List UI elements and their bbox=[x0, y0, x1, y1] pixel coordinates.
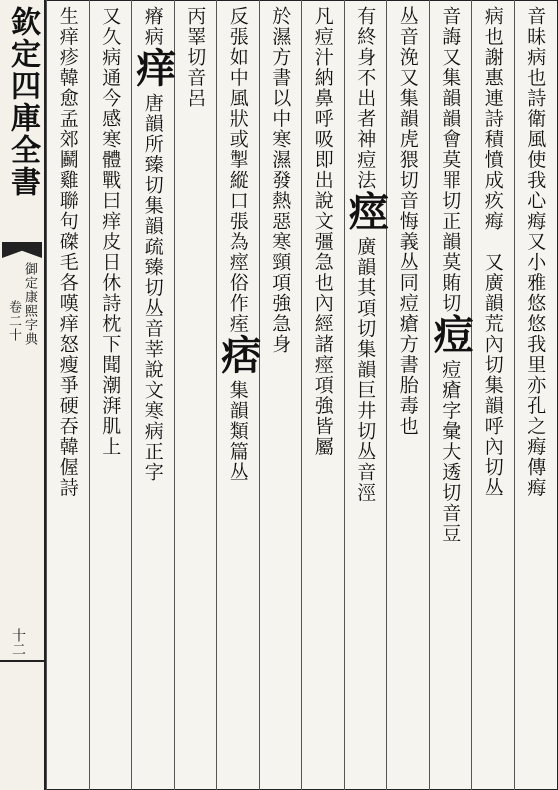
column-text bbox=[515, 0, 555, 790]
column-text-pre: 病也謝惠連詩積憤成疚痗 又廣韻荒內切集韻呼內切丛 bbox=[481, 6, 504, 498]
text-column bbox=[471, 0, 514, 790]
volume-number: 卷二十 bbox=[6, 300, 21, 342]
text-column bbox=[386, 0, 429, 790]
text-column bbox=[46, 0, 89, 790]
column-text-post: 廣韻其項切集韻巨井切丛音涇 bbox=[354, 236, 377, 503]
column-text-post: 說文彊急也內經諸痙項強皆屬 bbox=[311, 190, 334, 457]
column-text-post: 唐韻所臻切集韻疏臻切丛音莘說文寒病正字 bbox=[141, 93, 164, 483]
column-text-pre: 生痒疹韓愈孟郊鬬雞聯句磔毛各嘆痒怒瘦爭硬吞韓偓詩 bbox=[56, 6, 79, 498]
column-text bbox=[175, 0, 215, 790]
column-text bbox=[260, 0, 300, 790]
column-text bbox=[342, 0, 390, 790]
column-text-pre: 音誨又集韻韻會莫罪切正韻莫賄切 bbox=[439, 6, 462, 314]
column-text bbox=[388, 0, 428, 790]
headword: 痙 bbox=[342, 190, 390, 237]
book-title: 欽定四庫全書 bbox=[5, 6, 40, 198]
column-text-pre: 瘠病 bbox=[141, 6, 164, 47]
text-column bbox=[129, 0, 177, 790]
column-text bbox=[129, 0, 177, 790]
margin-rule bbox=[0, 660, 44, 662]
column-text bbox=[214, 0, 262, 790]
column-text-pre: 有終身不出者神痘法 bbox=[354, 6, 377, 191]
column-text-pre: 音昧病也詩衛風使我心痗又小雅悠悠我里亦孔之痗傳痗 bbox=[524, 6, 547, 498]
page-number: 十二 bbox=[10, 628, 26, 656]
text-column bbox=[259, 0, 302, 790]
column-text-pre: 反張如中風狀或掣縱口張為痙俗作痓 bbox=[226, 6, 249, 334]
column-text-post: 集韻類篇丛 bbox=[226, 380, 249, 483]
column-text-post: 痘瘡方書胎毒也 bbox=[396, 293, 419, 437]
column-text-post: 丙睪切音呂 bbox=[184, 6, 207, 109]
text-column bbox=[174, 0, 217, 790]
column-text bbox=[90, 0, 130, 790]
headword: 痞 bbox=[214, 334, 262, 380]
margin-strip bbox=[0, 0, 46, 790]
column-text bbox=[303, 0, 343, 790]
column-text-pre: 於濕方書以中寒濕發熱惡寒頸項強急身 bbox=[269, 6, 292, 355]
column-text-post: 通今感寒體戰曰痒皮日休詩枕下聞潮湃肌上 bbox=[99, 67, 122, 457]
text-column bbox=[427, 0, 475, 790]
column-text bbox=[427, 0, 475, 790]
column-text-pre: 凡痘汁納鼻呼吸即出 bbox=[311, 6, 334, 191]
column-text-pre: 丛音浼又集韻虎猥切音悔義丛同 bbox=[396, 6, 419, 293]
column-text bbox=[48, 0, 88, 790]
text-columns bbox=[46, 0, 556, 790]
headword: 痘 bbox=[427, 313, 475, 360]
headword: 痒 bbox=[129, 47, 177, 93]
text-column bbox=[301, 0, 344, 790]
text-column bbox=[214, 0, 262, 790]
text-column bbox=[514, 0, 557, 790]
column-text-post: 痘瘡字彙大透切音豆 bbox=[439, 359, 462, 544]
column-text bbox=[473, 0, 513, 790]
text-column bbox=[342, 0, 390, 790]
column-text-pre: 又久病 bbox=[99, 6, 122, 68]
dictionary-name: 御定康熙字典 bbox=[22, 262, 37, 346]
fish-tail-mark bbox=[2, 242, 42, 258]
text-column bbox=[89, 0, 132, 790]
